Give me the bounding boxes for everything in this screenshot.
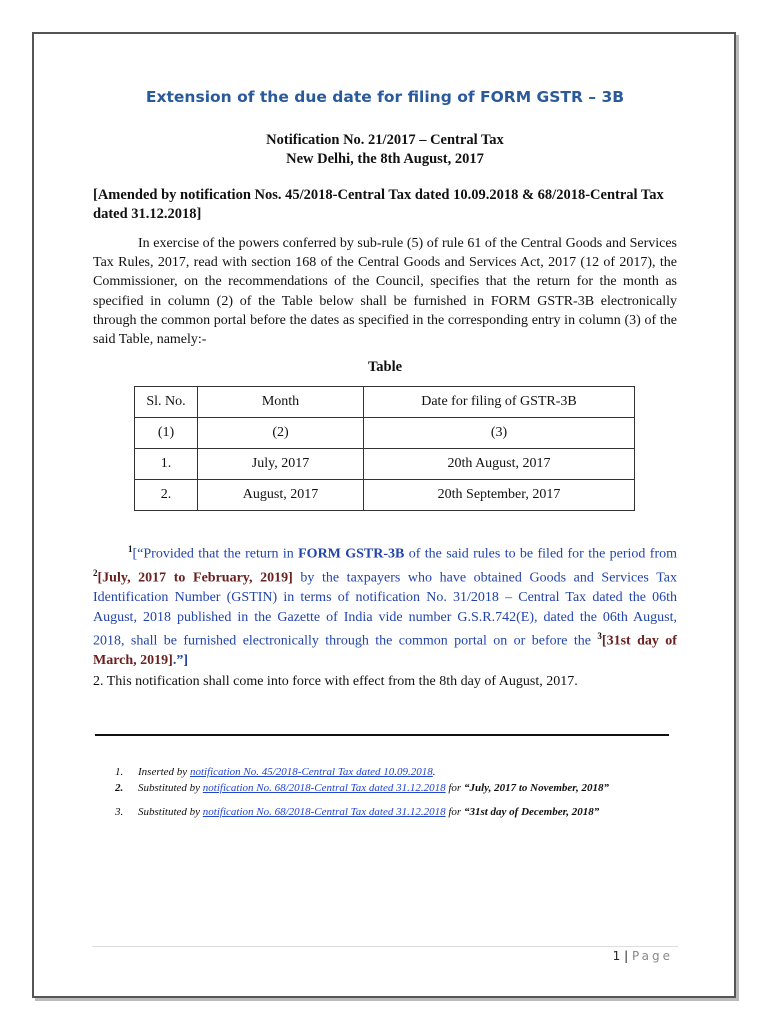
- page-footer: [613, 949, 673, 963]
- document-page: [32, 32, 736, 998]
- proviso-deadline: [31st day of March, 2019]: [93, 633, 677, 669]
- footnote-ref-2: 2: [93, 568, 98, 579]
- footnote-text: Inserted by: [138, 766, 190, 778]
- footnote-link[interactable]: notification No. 68/2018-Central Tax dated 31.12.2018: [202, 782, 446, 794]
- footnote-ref-1: 1: [128, 544, 133, 554]
- notification-number: Notification No. 21/2017 – Central Tax: [266, 132, 504, 148]
- footnote-link[interactable]: notification No. 68/2018-Central Tax dated 31.12.2018: [202, 806, 446, 818]
- footnote-text: Substituted by: [138, 806, 203, 818]
- header-date: Date for filing of GSTR-3B: [364, 387, 635, 418]
- footnote-text: for: [445, 782, 464, 794]
- footnote-number: 1.: [115, 766, 124, 778]
- proviso-end: .”]: [172, 653, 189, 669]
- amendment-note: [Amended by notification Nos. 45/2018-Central Tax dated 10.09.2018 & 68/2018-Central Tax dated 31.12.2018]: [93, 187, 664, 222]
- table-cell: 20th August, 2017: [364, 449, 635, 480]
- table-cell: 20th September, 2017: [364, 480, 635, 511]
- table-cell: August, 2017: [198, 480, 364, 511]
- footnote-item: [115, 780, 675, 796]
- table-caption: Table: [367, 359, 403, 375]
- footnote-ref-3: 3: [597, 631, 602, 642]
- table-cell: (2): [198, 418, 364, 449]
- table-cell: 1.: [135, 449, 198, 480]
- header-sl-no: Sl. No.: [135, 387, 198, 418]
- footnote-number: 2.: [115, 782, 124, 794]
- footnote-bold-text: “July, 2017 to November, 2018”: [463, 782, 609, 794]
- footnote-text: Substituted by: [138, 782, 203, 794]
- table-row: [135, 449, 635, 480]
- footnotes: [115, 764, 675, 820]
- commencement-paragraph: 2. This notification shall come into force with effect from the 8th day of August, 2017.: [93, 674, 578, 689]
- footnote-number: 3.: [115, 806, 124, 818]
- due-date-table: [134, 386, 635, 511]
- proviso-text: of the said rules to be filed for the period from: [404, 546, 677, 562]
- page-number: 1: [612, 949, 621, 963]
- proviso-text: by the taxpayers who have obtained Goods and Services Tax Identification Number (GSTIN) in terms of notification No. 31/2018 – Central Tax dated the 06th August, 2018 published in the Gazette of India vide number G.S.R.742(E), dated the 06th August, 2018, shall be furnished electronically through the common portal on or before the: [93, 570, 677, 649]
- notification-header: [0, 131, 770, 169]
- footnote-bold-text: “31st day of December, 2018”: [463, 806, 600, 818]
- header-month: Month: [198, 387, 364, 418]
- footnote-divider: [95, 734, 669, 736]
- table-header-row: [135, 387, 635, 418]
- footnote-text: for: [445, 806, 464, 818]
- notification-place-date: New Delhi, the 8th August, 2017: [286, 151, 484, 167]
- proviso-period: [July, 2017 to February, 2019]: [97, 570, 293, 586]
- footer-separator: |: [620, 949, 632, 963]
- footnote-item: [115, 764, 675, 780]
- table-column-number-row: [135, 418, 635, 449]
- table-cell: (1): [135, 418, 198, 449]
- footnote-link[interactable]: notification No. 45/2018-Central Tax dated 10.09.2018: [189, 766, 433, 778]
- table-cell: July, 2017: [198, 449, 364, 480]
- proviso-form-name: FORM GSTR-3B: [298, 546, 405, 562]
- footer-divider: [92, 946, 678, 947]
- proviso-text: [“Provided that the return in: [132, 546, 299, 562]
- document-title: Extension of the due date for filing of FORM GSTR – 3B: [145, 88, 625, 106]
- table-cell: 2.: [135, 480, 198, 511]
- proviso-paragraph: [93, 540, 677, 671]
- table-row: [135, 480, 635, 511]
- table-cell: (3): [364, 418, 635, 449]
- footnote-item: [115, 804, 675, 820]
- footnote-text: .: [432, 766, 436, 778]
- page-label: Page: [631, 949, 673, 963]
- main-paragraph: In exercise of the powers conferred by sub-rule (5) of rule 61 of the Central Goods and Services Tax Rules, 2017, read with section 168 of the Central Goods and Services Act, 2017 (12 of 2017), the Commissioner, on the recommendations of the Council, specifies that the return for the month as specified in column (2) of the Table below shall be furnished in FORM GSTR-3B electronically through the common portal before the dates as specified in the corresponding entry in column (3) of the said Table, namely:-: [93, 236, 677, 348]
